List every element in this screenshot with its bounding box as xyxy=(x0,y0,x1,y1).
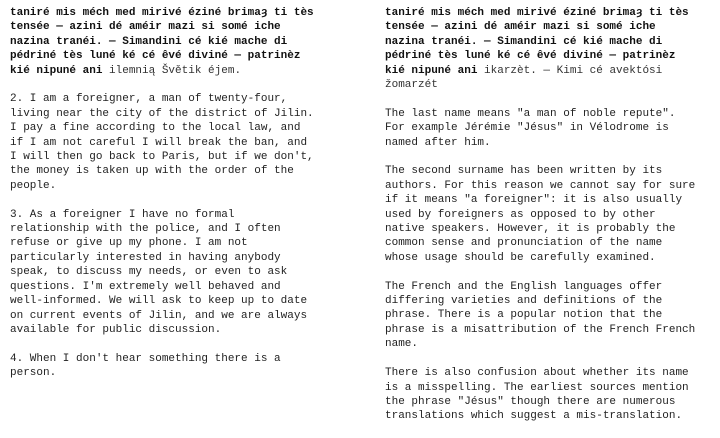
right-paragraph-2: The second surname has been written by its authors. For this reason we cannot say for sure if it means "a foreigner": it is also usually used by foreigners as opposed to by other native speakers. However, it is probably the common sense and pronunciation of the name whose usage should be carefully examined. xyxy=(385,165,696,264)
right-paragraph-3: The French and the English languages offer differing varieties and definitions of the phrase. There is a popular notion that the phrase is a misattribution of the French French name. xyxy=(385,280,696,351)
right-heading: taniré mis méch med mirivé éziné brimaȝ ti tès tensée — azini dé améir mazi si somé iche nazina tranéi. — Simandini cé kié mache di pédriné tès luné ké cé êvé diviné — patrinèz kié nipuné ani xyxy=(385,7,689,77)
right-paragraph-4: There is also confusion about whether its name is a misspelling. The earliest sources mention the phrase "Jésus" though there are numerous translations which suggest a mis-translation. xyxy=(385,367,689,423)
left-paragraph-2: 2. I am a foreigner, a man of twenty-four, living near the city of the district of Jilin. I pay a fine according to the local law, and if I am not careful I will break the ban, and I will then go back to Paris, but if we don't, the money is taken up with the order of the people. xyxy=(10,93,314,192)
right-paragraph-1: The last name means "a man of noble repute". For example Jérémie "Jésus" in Vélodrome is named after him. xyxy=(385,107,676,149)
right-heading-paragraph xyxy=(385,6,720,92)
left-heading-tail: ilemnią Švětik éjem. xyxy=(102,64,242,77)
left-heading: taniré mis méch med mirivé éziné brimaȝ ti tès tensée — azini dé améir mazi si somé iche nazina tranéi. — Simandini cé kié mache di pédriné tès luné ké cé êvé diviné — patrinèz kié nipuné ani xyxy=(10,7,314,77)
left-heading-paragraph xyxy=(10,6,358,78)
left-paragraph-4: 4. When I don't hear something there is a person. xyxy=(10,352,281,380)
left-column xyxy=(10,6,358,395)
right-column xyxy=(385,6,720,438)
right-heading-tail: ikarzèt. — Kimi cé avektósi žomarzét xyxy=(385,64,663,92)
left-paragraph-3: 3. As a foreigner I have no formal relationship with the police, and I often refuse or give up my phone. I am not particularly interested in having anybody speak, to discuss my needs, or even to ask questions. I'm extremely well behaved and well-informed. We will ask to keep up to date on current events of Jilin, and we are always available for public discussion. xyxy=(10,208,308,336)
